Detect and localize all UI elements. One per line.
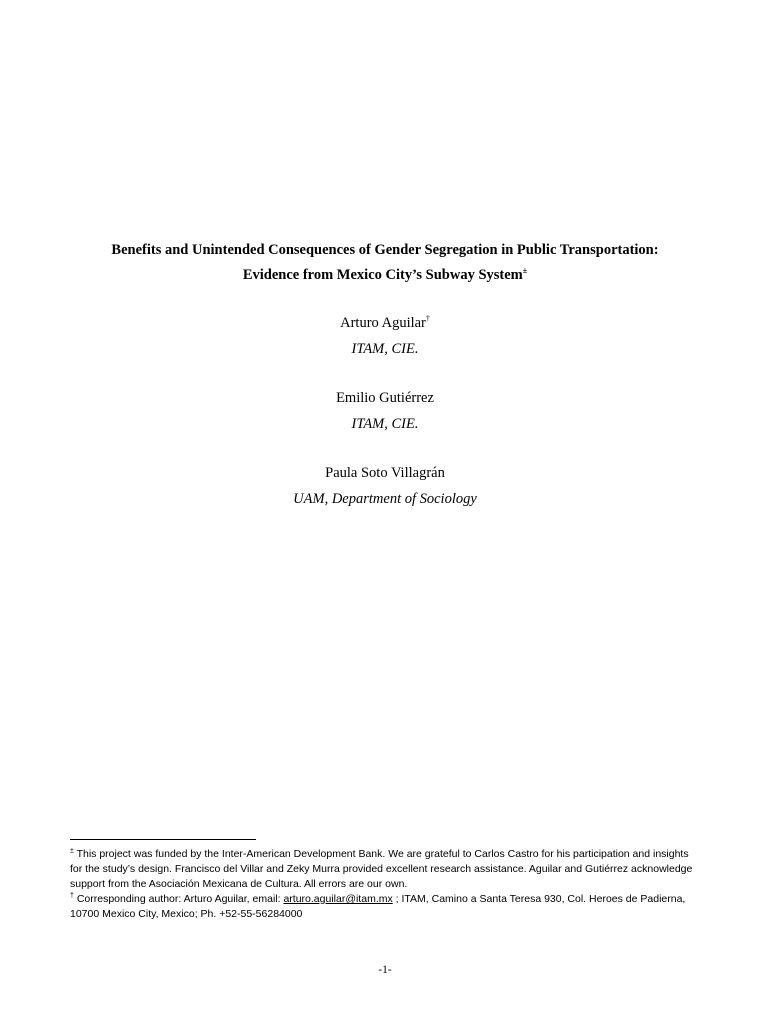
title-footnote-mark: ± bbox=[522, 266, 528, 276]
footnote-text-prefix: Corresponding author: Arturo Aguilar, email: bbox=[73, 893, 284, 905]
author-name bbox=[60, 386, 710, 411]
author-affiliation: UAM, Department of Sociology bbox=[293, 491, 477, 507]
page-number: -1- bbox=[378, 964, 392, 976]
footnote-mark: ± bbox=[70, 847, 74, 855]
paper-title-line-1 bbox=[60, 237, 710, 263]
author-name bbox=[60, 461, 710, 486]
author-affiliation: ITAM, CIE. bbox=[351, 416, 419, 432]
footnote-corresponding-author bbox=[70, 892, 702, 922]
author-name-text: Emilio Gutiérrez bbox=[336, 390, 434, 406]
title-text-1: Benefits and Unintended Consequences of Gender Segregation in Public Transportation: bbox=[111, 242, 659, 258]
author-name-text: Paula Soto Villagrán bbox=[325, 465, 445, 481]
footnote-text: This project was funded by the Inter-American Development Bank. We are grateful to Carlos Castro for his participation and insights for the study’s design. Francisco del Villar and Zeky Murra provided excellent research assistance. Aguilar and Gutiérrez acknowledge support from the Asociación Mexicana de Cultura. All errors are our own. bbox=[70, 848, 693, 890]
email-link[interactable]: arturo.aguilar@itam.mx bbox=[283, 893, 393, 905]
footnote-funding bbox=[70, 847, 702, 892]
footnote-mark: † bbox=[70, 892, 74, 900]
title-text-2: Evidence from Mexico City’s Subway System bbox=[242, 267, 523, 283]
author-footnote-mark: † bbox=[425, 314, 430, 324]
paper-title-line-2 bbox=[60, 262, 710, 288]
footnote-text-suffix: ; ITAM, Camino a Santa Teresa 930, Col. Heroes de Padierna, 10700 Mexico City, Mexico; Ph. +52-55-56284000 bbox=[70, 893, 686, 920]
author-name-text: Arturo Aguilar bbox=[340, 315, 426, 331]
author-name bbox=[60, 311, 710, 336]
author-affiliation: ITAM, CIE. bbox=[351, 341, 419, 357]
footnotes bbox=[70, 847, 702, 922]
footnote-separator bbox=[70, 839, 256, 840]
